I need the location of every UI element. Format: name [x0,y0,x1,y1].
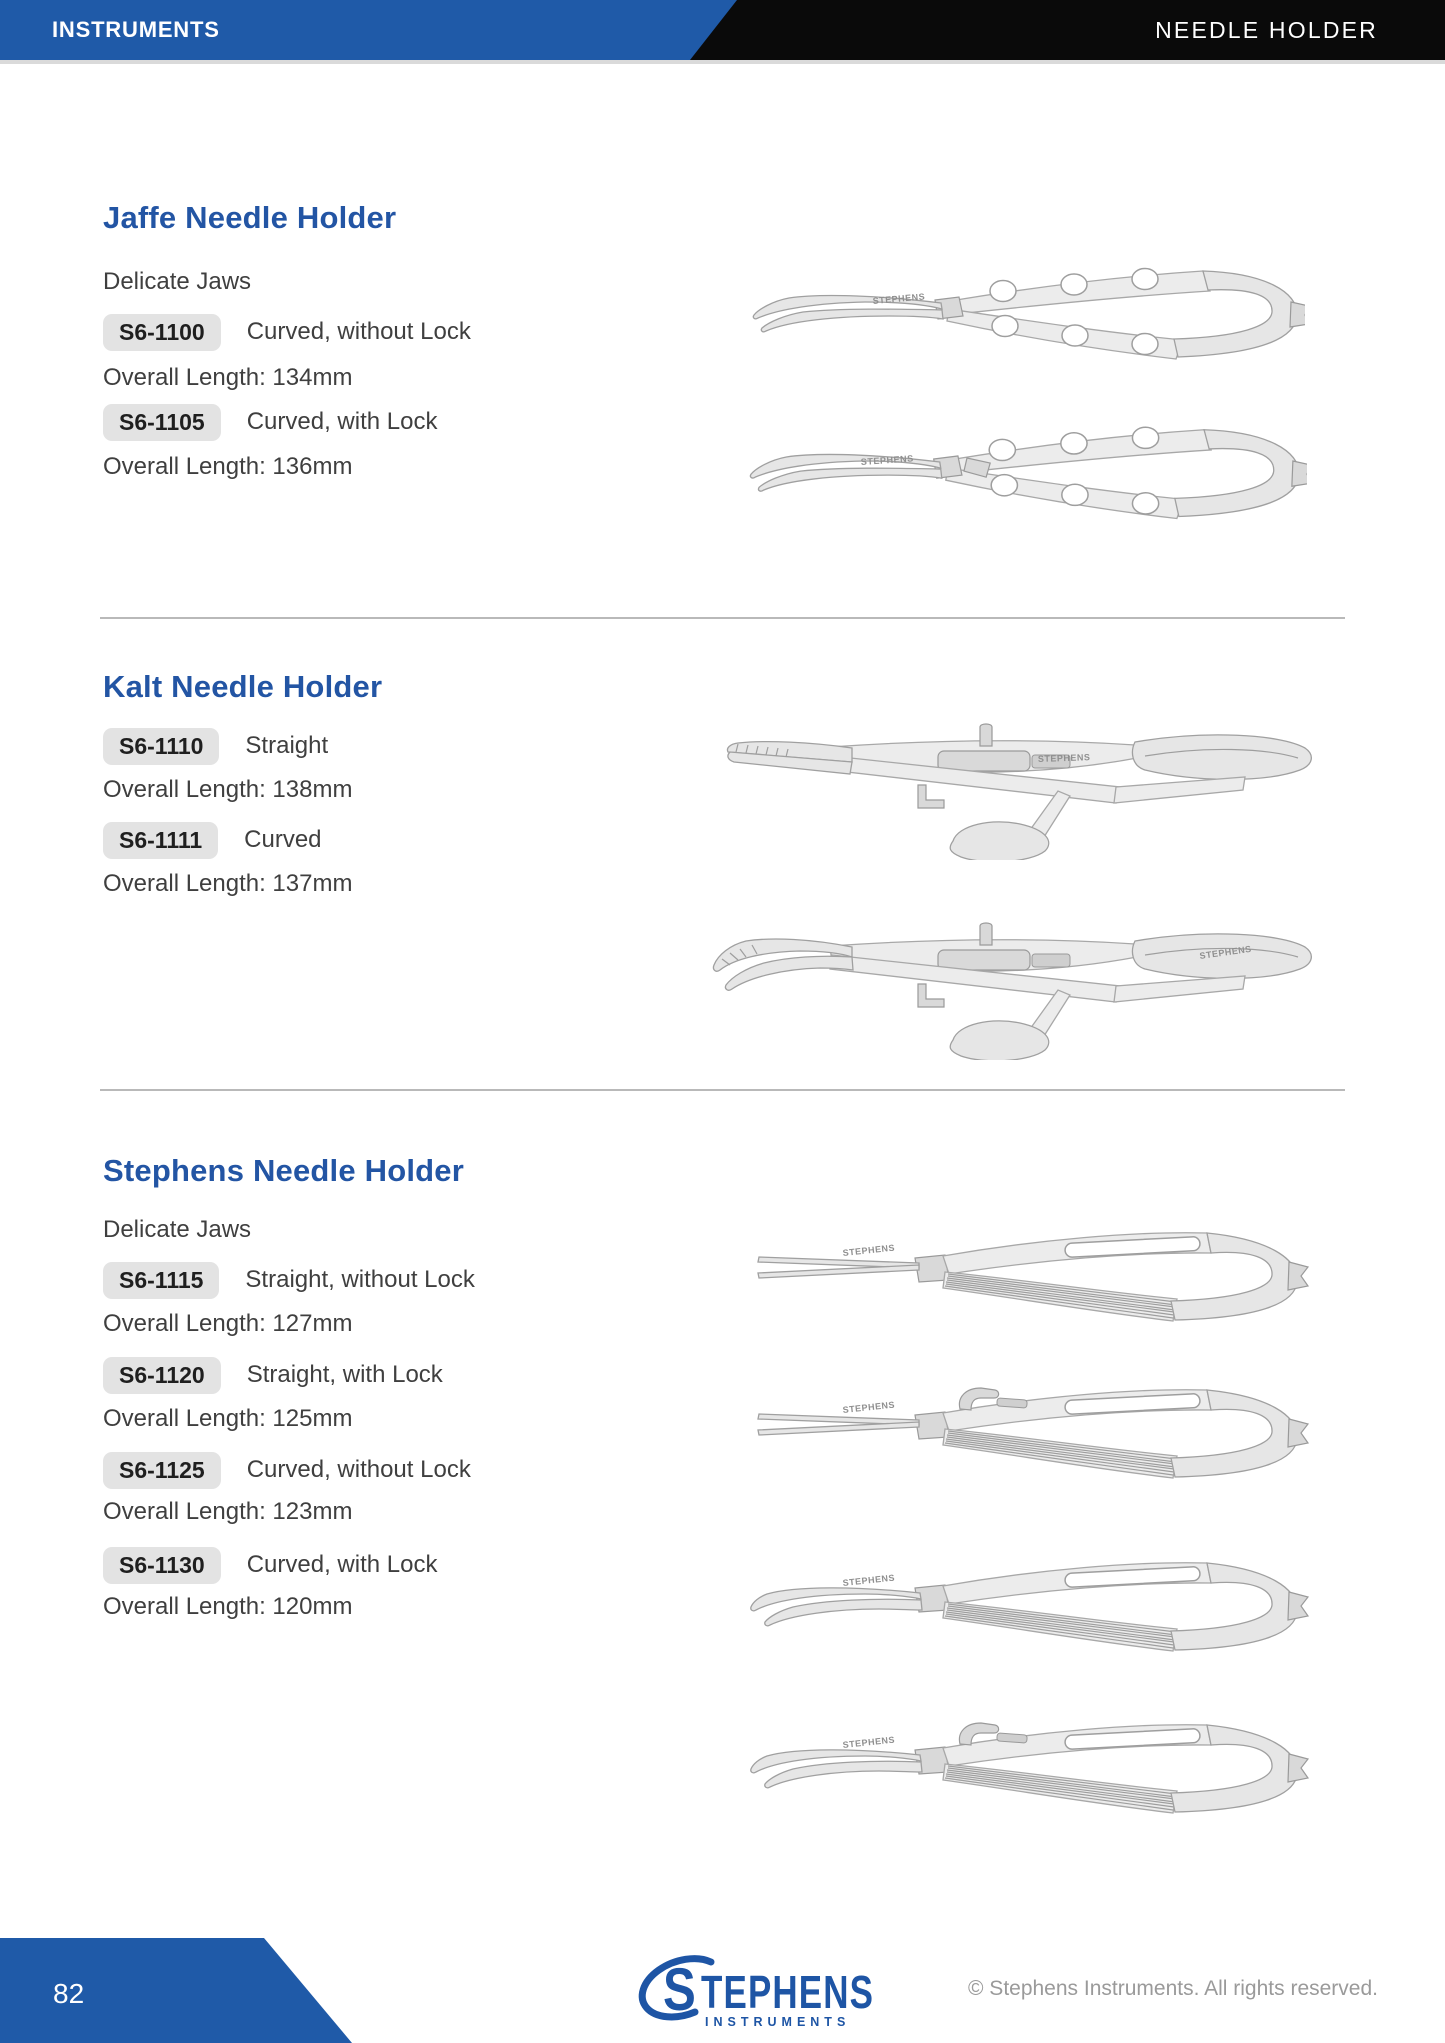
product-code-badge: S6-1125 [103,1452,221,1489]
product-row-s6-1130 [103,1547,437,1584]
instrument-image-s6-1100 [745,240,1305,360]
product-variant-label: Curved, without Lock [246,318,471,346]
product-length-s6-1111: Overall Length: 137mm [103,870,353,897]
product-code-badge: S6-1105 [103,404,221,441]
product-variant-label: Straight [245,732,329,760]
product-variant-label: Curved, with Lock [246,408,438,436]
product-variant-label: Curved [244,826,322,854]
stephens-logo [633,1950,888,2032]
svg-text:STEPHENS: STEPHENS [842,1399,896,1415]
svg-text:STEPHENS: STEPHENS [842,1572,896,1588]
section-divider [100,1089,1345,1091]
section-title-stephens: Stephens Needle Holder [103,1153,464,1188]
page-header [0,0,1445,60]
product-code-badge: S6-1115 [103,1262,219,1299]
product-row-s6-1110 [103,728,328,765]
instrument-image-s6-1111 [700,888,1320,1060]
product-code-badge: S6-1120 [103,1357,221,1394]
product-row-s6-1111 [103,822,322,859]
product-variant-label: Straight, without Lock [245,1266,475,1294]
section-subtitle-stephens: Delicate Jaws [103,1216,252,1243]
product-row-s6-1105 [103,404,437,441]
instrument-image-s6-1105 [742,398,1307,520]
product-length-s6-1130: Overall Length: 120mm [103,1593,353,1620]
product-code-badge: S6-1111 [103,822,218,859]
product-length-s6-1100: Overall Length: 134mm [103,364,353,391]
header-section-label: NEEDLE HOLDER [1155,16,1378,43]
instrument-image-s6-1125 [745,1530,1310,1655]
svg-text:STEPHENS: STEPHENS [872,291,926,306]
svg-text:STEPHENS: STEPHENS [1198,943,1253,961]
section-divider [100,617,1345,619]
instrument-image-s6-1120 [745,1357,1310,1482]
instrument-image-s6-1110 [700,690,1320,860]
product-variant-label: Straight, with Lock [246,1361,443,1389]
logo-initial: S [663,1955,696,2024]
section-subtitle-jaffe: Delicate Jaws [103,268,252,295]
instrument-image-s6-1130 [745,1692,1310,1817]
product-row-s6-1115 [103,1262,475,1299]
svg-text:STEPHENS: STEPHENS [1037,752,1091,764]
product-row-s6-1120 [103,1357,443,1394]
logo-subtext: INSTRUMENTS [705,2015,851,2029]
product-code-badge: S6-1100 [103,314,221,351]
product-variant-label: Curved, without Lock [246,1456,471,1484]
product-row-s6-1100 [103,314,471,351]
product-code-badge: S6-1110 [103,728,219,765]
copyright-text: © Stephens Instruments. All rights reserved. [968,1977,1378,2000]
product-row-s6-1125 [103,1452,471,1489]
logo-wordmark: TEPHENS [701,1966,875,2019]
product-code-badge: S6-1130 [103,1547,221,1584]
svg-text:STEPHENS: STEPHENS [860,453,915,468]
header-category-label: INSTRUMENTS [52,17,220,42]
product-length-s6-1125: Overall Length: 123mm [103,1498,353,1525]
svg-text:STEPHENS: STEPHENS [842,1242,896,1258]
section-title-kalt: Kalt Needle Holder [103,669,383,704]
svg-text:STEPHENS: STEPHENS [842,1734,896,1750]
page-number: 82 [53,1978,85,2009]
header-divider-strip [0,60,1445,64]
product-variant-label: Curved, with Lock [246,1551,438,1579]
product-length-s6-1105: Overall Length: 136mm [103,453,353,480]
product-length-s6-1110: Overall Length: 138mm [103,776,353,803]
section-title-jaffe: Jaffe Needle Holder [103,200,397,235]
instrument-image-s6-1115 [745,1200,1310,1325]
product-length-s6-1115: Overall Length: 127mm [103,1310,353,1337]
product-length-s6-1120: Overall Length: 125mm [103,1405,353,1432]
